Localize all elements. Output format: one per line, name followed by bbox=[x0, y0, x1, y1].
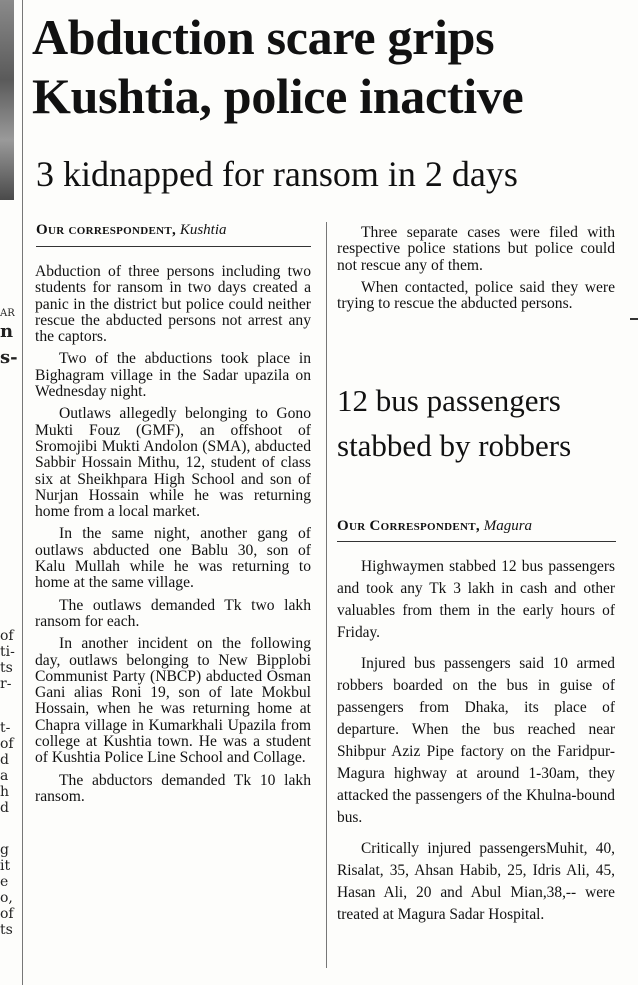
margin-fragment: n bbox=[0, 321, 14, 342]
byline-rule bbox=[36, 246, 311, 247]
left-margin-strip bbox=[0, 0, 22, 985]
paragraph: Critically injured passengersMuhit, 40, Risalat, 35, Ahsan Habib, 25, Idris Ali, 45, Hasan Ali, 20 and Abul Mian,38,-- were treated at Magura Sadar Hospital. bbox=[337, 840, 615, 923]
paragraph: Two of the abductions took place in Bighagram village in the Sadar upazila on Wednesday night. bbox=[35, 350, 311, 401]
margin-fragment: ts bbox=[0, 922, 13, 938]
margin-fragment: e bbox=[0, 874, 9, 890]
margin-fragment: of bbox=[0, 628, 14, 644]
byline-place: Kushtia bbox=[179, 222, 227, 238]
margin-mark bbox=[630, 318, 638, 320]
second-headline: 12 bus passengers stabbed by robbers bbox=[337, 383, 572, 463]
second-story-column bbox=[337, 556, 615, 935]
main-deck: 3 kidnapped for ransom in 2 days bbox=[36, 154, 518, 194]
margin-fragment: d bbox=[0, 752, 9, 768]
margin-fragment: s- bbox=[0, 347, 18, 368]
paragraph: Three separate cases were filed with respective police stations but police could not rescue any of them. bbox=[337, 224, 615, 274]
paragraph: Outlaws allegedly belonging to Gono Mukti Fouz (GMF), an offshoot of Sromojibi Mukti Andolon (SMA), abducted Sabbir Hossain Mithu, 12, student of class six at Sheikhpara High School and son of Nurjan Hossain while he was returning home from a local market. bbox=[35, 405, 311, 521]
paragraph: In the same night, another gang of outlaws abducted one Bablu 30, son of Kalu Mullah while he was returning to home at the same village. bbox=[35, 525, 311, 592]
paragraph: The abductors demanded Tk 10 lakh ransom. bbox=[35, 771, 311, 805]
paragraph: In another incident on the following day, outlaws belonging to New Bipplobi Communist Party (NBCP) abducted Osman Gani alias Roni 19, son of late Mokbul Hossain, when he was returning home at Chapra village in Kumarkhali Upazila from college at Kushtia town. He was a student of Kushtia Police Line School and Collage. bbox=[35, 635, 311, 767]
margin-fragment: o, bbox=[0, 890, 13, 906]
margin-fragment: AR bbox=[0, 308, 15, 319]
paragraph: The outlaws demanded Tk two lakh ransom for each. bbox=[35, 596, 311, 630]
byline-name: Our correspondent, bbox=[36, 222, 177, 238]
paragraph: Injured bus passengers said 10 armed robbers boarded on the bus in guise of passengers from Dhaka, its place of departure. When the bus reached near Shibpur Aziz Pipe factory on the Faridpur-Magura highway at around 1-30am, they attacked the passengers of the Khulna-bound bus. bbox=[337, 655, 615, 826]
margin-fragment: h bbox=[0, 784, 10, 800]
margin-fragment: it bbox=[0, 858, 11, 874]
margin-fragment: ts bbox=[0, 660, 13, 676]
paragraph: Highwaymen stabbed 12 bus passengers and took any Tk 3 lakh in cash and other valuables from them in the early hours of Friday. bbox=[337, 558, 615, 641]
cropped-photo bbox=[0, 0, 14, 200]
byline-place: Magura bbox=[483, 518, 533, 534]
column-divider bbox=[326, 222, 327, 968]
margin-fragment: of bbox=[0, 906, 14, 922]
margin-fragment: g bbox=[0, 842, 9, 858]
main-story-column-2 bbox=[337, 225, 615, 318]
byline-rule bbox=[337, 541, 616, 542]
main-story-column-1 bbox=[35, 264, 311, 811]
column-divider bbox=[22, 0, 23, 985]
margin-fragment: d bbox=[0, 800, 9, 816]
margin-fragment: ti- bbox=[0, 644, 15, 660]
second-byline bbox=[337, 518, 532, 535]
main-headline: Abduction scare grips Kushtia, police inactive bbox=[32, 9, 524, 124]
margin-fragment: r- bbox=[0, 676, 12, 692]
main-byline bbox=[36, 222, 227, 239]
right-margin-strip bbox=[630, 0, 638, 985]
margin-fragment: t- bbox=[0, 720, 11, 736]
margin-fragment: a bbox=[0, 768, 9, 784]
margin-fragment: of bbox=[0, 736, 14, 752]
paragraph: When contacted, police said they were trying to rescue the abducted persons. bbox=[337, 278, 615, 313]
byline-name: Our Correspondent, bbox=[337, 518, 480, 534]
paragraph: Abduction of three persons including two students for ransom in two days created a panic in the district but police could neither rescue the abducted persons not arrest any the captors. bbox=[35, 263, 311, 346]
